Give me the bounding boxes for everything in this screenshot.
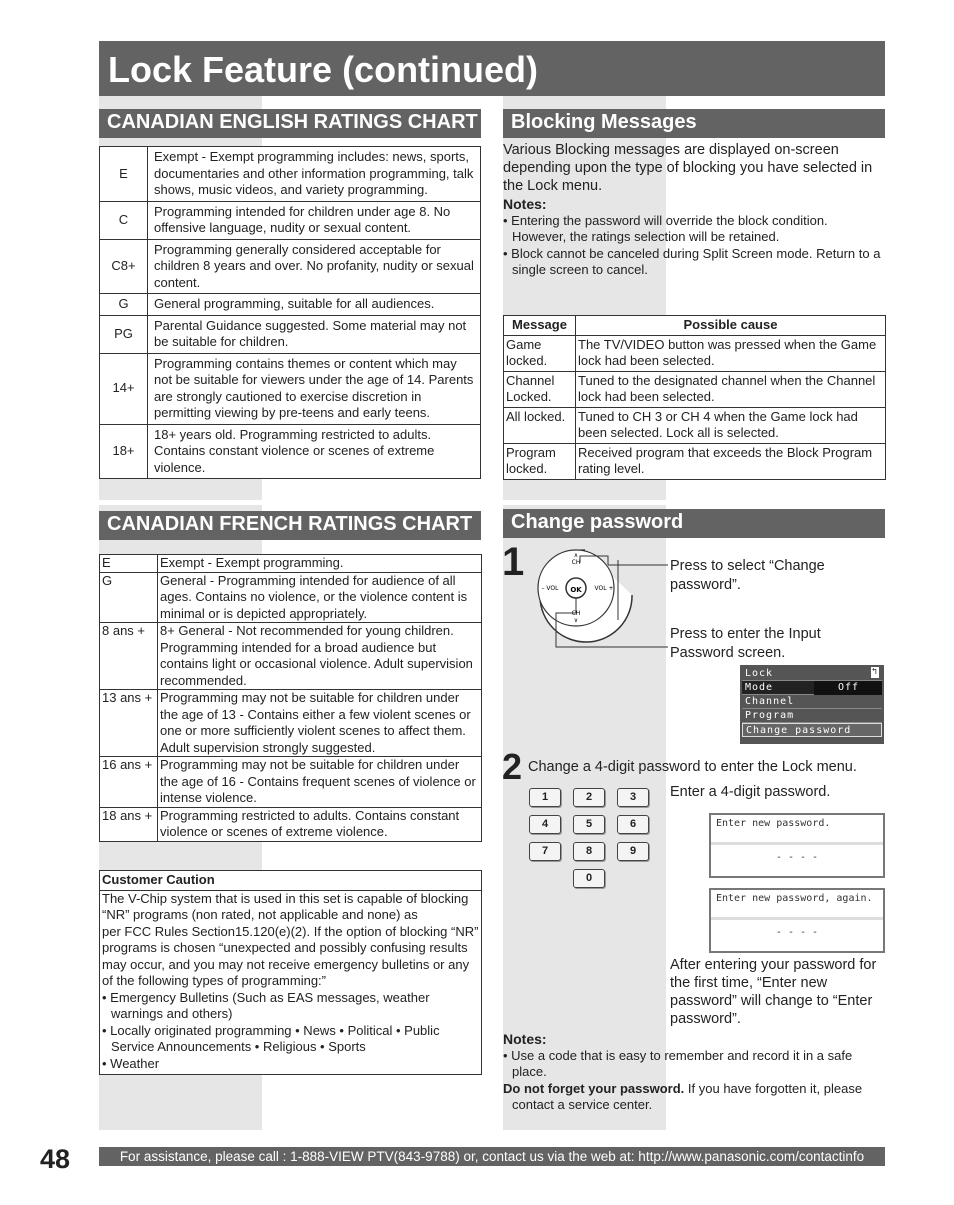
column-header: Message	[504, 316, 576, 336]
table-row	[100, 315, 481, 353]
vol-minus-label: – VOL	[541, 585, 559, 592]
description-cell: 18+ years old. Programming restricted to adults. Contains constant violence or scenes of extreme violence.	[148, 424, 481, 479]
step-number: 2	[502, 746, 523, 787]
description-cell: Exempt - Exempt programming.	[158, 555, 482, 573]
cause-cell: Tuned to the designated channel when the Channel lock had been selected.	[576, 371, 886, 407]
rating-cell: PG	[100, 315, 148, 353]
rating-cell: 8 ans +	[100, 623, 158, 690]
lock-menu-osd	[740, 665, 884, 744]
rating-cell: E	[100, 555, 158, 573]
select-instruction: Press to select “Change password”.	[670, 558, 825, 593]
description-cell: Programming contains themes or content which may not be suitable for viewers under the age of 14. Parents are strongly cautioned to exercise discretion in permitting viewing by pre-teens and early teens.	[148, 353, 481, 424]
box-label: Enter new password.	[711, 815, 883, 845]
step-number: 1	[502, 540, 525, 584]
confirm-password-box	[709, 888, 885, 953]
key-0[interactable]: 0	[573, 869, 605, 888]
table-row	[100, 147, 481, 202]
table-row	[100, 424, 481, 479]
description-cell: General - Programming intended for audience of all ages. Contains no violence, or the violence content is minimal or is depicted appropriately.	[158, 572, 482, 623]
rating-cell: 18+	[100, 424, 148, 479]
back-icon: ↰	[871, 667, 878, 677]
key-2[interactable]: 2	[573, 788, 605, 807]
rating-cell: G	[100, 294, 148, 316]
table-row	[100, 555, 482, 573]
rating-cell: 14+	[100, 353, 148, 424]
table-row	[100, 294, 481, 316]
password-dashes: - - - -	[775, 927, 819, 938]
table-row	[100, 807, 482, 841]
note-item: Do not forget your password. If you have forgotten it, please contact a service center.	[503, 1080, 863, 1112]
description-cell: 8+ General - Not recommended for young children. Programming intended for a broad audience but contains light or occasional violence. Adult supervision recommended.	[158, 623, 482, 690]
notes-label: Notes:	[503, 1031, 547, 1047]
password-dashes: - - - -	[775, 852, 819, 863]
column-header: Possible cause	[576, 316, 886, 336]
note-item: • Use a code that is easy to remember and record it in a safe place.	[503, 1047, 853, 1079]
table-row	[100, 239, 481, 294]
caution-text: per FCC Rules Section15.120(e)(2). If the option of blocking “NR” programs is chosen “unexpected and possibly confusing results may occur, and you may not receive emergency bulletins or any of the following types of programming:”	[102, 923, 479, 988]
french-ratings-table	[99, 554, 482, 842]
message-cell: Program locked.	[504, 443, 576, 479]
key-4[interactable]: 4	[529, 815, 561, 834]
caution-bullet: • Weather	[102, 1055, 160, 1071]
rating-cell: 16 ans +	[100, 757, 158, 808]
key-9[interactable]: 9	[617, 842, 649, 861]
description-cell: Exempt - Exempt programming includes: news, sports, documentaries and other information programming, talk shows, music videos, and variety programming.	[148, 147, 481, 202]
message-cell: Game locked.	[504, 335, 576, 371]
vol-plus-label: VOL +	[594, 585, 614, 592]
description-cell: Programming intended for children under age 8. No offensive language, nudity or sexual content.	[148, 201, 481, 239]
remote-dpad	[520, 545, 670, 655]
table-row	[100, 353, 481, 424]
osd-title: Lock ↰	[742, 667, 882, 681]
key-3[interactable]: 3	[617, 788, 649, 807]
blocking-intro: Various Blocking messages are displayed on-screen depending upon the type of blocking you have selected in the Lock menu.	[503, 142, 873, 194]
cause-cell: The TV/VIDEO button was pressed when the Game lock had been selected.	[576, 335, 886, 371]
description-cell: Programming may not be suitable for children under the age of 13 - Contains either a few violent scenes or one or more sufficiently violent scenes to affect them. Adult supervision strongly suggested.	[158, 690, 482, 757]
osd-mode-row[interactable]: Mode Off	[742, 681, 882, 695]
notes-label: Notes:	[503, 196, 547, 212]
message-cell: Channel Locked.	[504, 371, 576, 407]
page-title: Lock Feature (continued)	[99, 41, 885, 96]
rating-cell: G	[100, 572, 158, 623]
caution-text: The V-Chip system that is used in this set is capable of blocking “NR” programs (non rated, not applicable and none) as	[102, 890, 469, 922]
osd-item[interactable]: Program	[742, 709, 882, 723]
blocking-messages-table	[503, 315, 886, 480]
ch-up-label: CH	[571, 559, 581, 566]
footer-bar: For assistance, please call : 1-888-VIEW PTV(843-9788) or, contact us via the web at: http://www.panasonic.com/contactinfo	[99, 1147, 885, 1166]
table-row	[100, 201, 481, 239]
box-label: Enter new password, again.	[711, 890, 883, 920]
ch-down-label: CH	[571, 610, 581, 617]
key-6[interactable]: 6	[617, 815, 649, 834]
osd-item-selected[interactable]: Change password	[742, 723, 882, 737]
english-ratings-table	[99, 146, 481, 479]
french-heading: CANADIAN FRENCH RATINGS CHART	[99, 511, 481, 540]
key-5[interactable]: 5	[573, 815, 605, 834]
table-row	[504, 443, 886, 479]
step2-instruction: Change a 4-digit password to enter the Lock menu.	[528, 759, 857, 775]
message-cell: All locked.	[504, 407, 576, 443]
caution-bullet: • Emergency Bulletins (Such as EAS messages, weather warnings and others)	[102, 989, 430, 1021]
note-item: • Entering the password will override the block condition. However, the ratings selection will be retained.	[503, 212, 828, 244]
caution-bullet: • Locally originated programming • News • Political • Public Service Announcements • Religious • Sports	[102, 1022, 440, 1054]
key-7[interactable]: 7	[529, 842, 561, 861]
svg-text:∨: ∨	[573, 617, 579, 624]
cause-cell: Received program that exceeds the Block Program rating level.	[576, 443, 886, 479]
rating-cell: C	[100, 201, 148, 239]
description-cell: Programming restricted to adults. Contains constant violence or scenes of extreme violence.	[158, 807, 482, 841]
table-row	[504, 371, 886, 407]
caution-title: Customer Caution	[100, 871, 481, 891]
table-row	[100, 690, 482, 757]
page-number: 48	[40, 1144, 71, 1174]
enter-instruction: Press to enter the Input Password screen.	[670, 626, 821, 661]
table-row	[504, 335, 886, 371]
description-cell: General programming, suitable for all audiences.	[148, 294, 481, 316]
description-cell: Parental Guidance suggested. Some material may not be suitable for children.	[148, 315, 481, 353]
cause-cell: Tuned to CH 3 or CH 4 when the Game lock had been selected. Lock all is selected.	[576, 407, 886, 443]
ok-button[interactable]: OK	[570, 586, 582, 594]
enter-digits-instruction: Enter a 4-digit password.	[670, 784, 831, 800]
after-entry-text: After entering your password for the first time, “Enter new password” will change to “Enter password”.	[670, 957, 877, 1027]
blocking-heading: Blocking Messages	[503, 109, 885, 138]
table-row	[504, 407, 886, 443]
description-cell: Programming may not be suitable for children under the age of 16 - Contains frequent scenes of violence or intense violence.	[158, 757, 482, 808]
customer-caution-box	[99, 870, 482, 1075]
rating-cell: 18 ans +	[100, 807, 158, 841]
key-8[interactable]: 8	[573, 842, 605, 861]
new-password-box	[709, 813, 885, 878]
table-row	[100, 572, 482, 623]
description-cell: Programming generally considered acceptable for children 8 years and over. No profanity, nudity or sexual content.	[148, 239, 481, 294]
table-row	[100, 623, 482, 690]
key-1[interactable]: 1	[529, 788, 561, 807]
note-item: • Block cannot be canceled during Split Screen mode. Return to a single screen to cancel.	[503, 245, 881, 277]
svg-text:∧: ∧	[573, 552, 579, 559]
osd-item[interactable]: Channel	[742, 695, 882, 709]
rating-cell: E	[100, 147, 148, 202]
password-heading: Change password	[503, 509, 885, 538]
rating-cell: C8+	[100, 239, 148, 294]
rating-cell: 13 ans +	[100, 690, 158, 757]
table-row	[100, 757, 482, 808]
english-heading: CANADIAN ENGLISH RATINGS CHART	[99, 109, 481, 138]
